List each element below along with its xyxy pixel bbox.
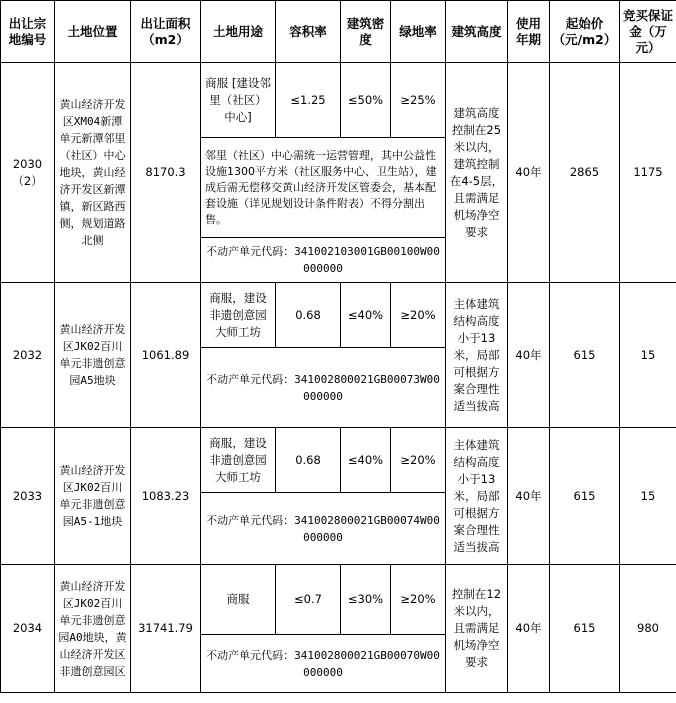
building-density: ≤30% — [341, 565, 391, 635]
deposit: 980 — [620, 565, 676, 693]
header-cell: 出让宗地编号 — [1, 1, 55, 63]
building-density: ≤40% — [341, 428, 391, 493]
land-use: 商服，建设非遗创意园大师工坊 — [201, 428, 276, 493]
building-density: ≤40% — [341, 283, 391, 348]
special-note: 邻里（社区）中心需统一运营管理，其中公益性设施1300平方米（社区服务中心、卫生站），建成后需无偿移交黄山经济开发区管委会，基本配套设施（详见规划设计条件附表）不得分割出售。 — [201, 138, 446, 238]
header-cell: 建筑高度 — [446, 1, 508, 63]
land-use: 商服，建设非遗创意园大师工坊 — [201, 283, 276, 348]
header-cell: 使用年期 — [508, 1, 550, 63]
start-price: 2865 — [550, 63, 620, 283]
deposit: 15 — [620, 428, 676, 565]
building-height: 控制在12米以内，且需满足机场净空要求 — [446, 565, 508, 693]
parcel-area: 8170.3 — [131, 63, 201, 283]
header-cell: 土地位置 — [55, 1, 131, 63]
table-row — [1, 428, 676, 493]
green-ratio: ≥25% — [391, 63, 446, 138]
use-term: 40年 — [508, 283, 550, 428]
property-unit-code: 不动产单元代码：341002800021GB00073W00000000 — [201, 348, 446, 428]
header-cell: 建筑密度 — [341, 1, 391, 63]
floor-area-ratio: 0.68 — [276, 283, 341, 348]
green-ratio: ≥20% — [391, 565, 446, 635]
building-height: 建筑高度控制在25米以内，建筑控制在4-5层，且需满足机场净空要求 — [446, 63, 508, 283]
green-ratio: ≥20% — [391, 283, 446, 348]
table-row — [1, 565, 676, 635]
parcel-location: 黄山经济开发区XM04新潭单元新潭邻里（社区）中心地块，黄山经济开发区新潭镇，新区路西侧，规划道路北侧 — [55, 63, 131, 283]
parcel-location: 黄山经济开发区JK02百川单元非遗创意园A5地块 — [55, 283, 131, 428]
header-cell: 容积率 — [276, 1, 341, 63]
deposit: 15 — [620, 283, 676, 428]
use-term: 40年 — [508, 565, 550, 693]
floor-area-ratio: 0.68 — [276, 428, 341, 493]
land-use: 商服 [建设邻里（社区）中心] — [201, 63, 276, 138]
header-row — [1, 1, 676, 63]
table-row — [1, 283, 676, 348]
parcel-id: 2032 — [1, 283, 55, 428]
header-cell: 竞买保证金（万元） — [620, 1, 676, 63]
parcel-area: 31741.79 — [131, 565, 201, 693]
parcel-id: 2033 — [1, 428, 55, 565]
header-cell: 出让面积（m2） — [131, 1, 201, 63]
property-unit-code: 不动产单元代码：341002800021GB00074W00000000 — [201, 493, 446, 565]
parcel-id: 2030（2） — [1, 63, 55, 283]
parcel-id: 2034 — [1, 565, 55, 693]
floor-area-ratio: ≤0.7 — [276, 565, 341, 635]
parcel-location: 黄山经济开发区JK02百川单元非遗创意园A5-1地块 — [55, 428, 131, 565]
parcel-area: 1061.89 — [131, 283, 201, 428]
start-price: 615 — [550, 283, 620, 428]
property-unit-code: 不动产单元代码：341002800021GB00070W00000000 — [201, 635, 446, 693]
table-row — [1, 63, 676, 138]
building-density: ≤50% — [341, 63, 391, 138]
header-cell: 起始价（元/m2） — [550, 1, 620, 63]
floor-area-ratio: ≤1.25 — [276, 63, 341, 138]
deposit: 1175 — [620, 63, 676, 283]
land-use: 商服 — [201, 565, 276, 635]
use-term: 40年 — [508, 428, 550, 565]
parcel-location: 黄山经济开发区JK02百川单元非遗创意园A0地块，黄山经济开发区非遗创意园区 — [55, 565, 131, 693]
start-price: 615 — [550, 565, 620, 693]
start-price: 615 — [550, 428, 620, 565]
green-ratio: ≥20% — [391, 428, 446, 493]
property-unit-code: 不动产单元代码：341002103001GB00100W00000000 — [201, 238, 446, 283]
parcel-area: 1083.23 — [131, 428, 201, 565]
building-height: 主体建筑结构高度小于13米，局部可根据方案合理性适当拔高 — [446, 428, 508, 565]
use-term: 40年 — [508, 63, 550, 283]
header-cell: 土地用途 — [201, 1, 276, 63]
building-height: 主体建筑结构高度小于13米，局部可根据方案合理性适当拔高 — [446, 283, 508, 428]
header-cell: 绿地率 — [391, 1, 446, 63]
